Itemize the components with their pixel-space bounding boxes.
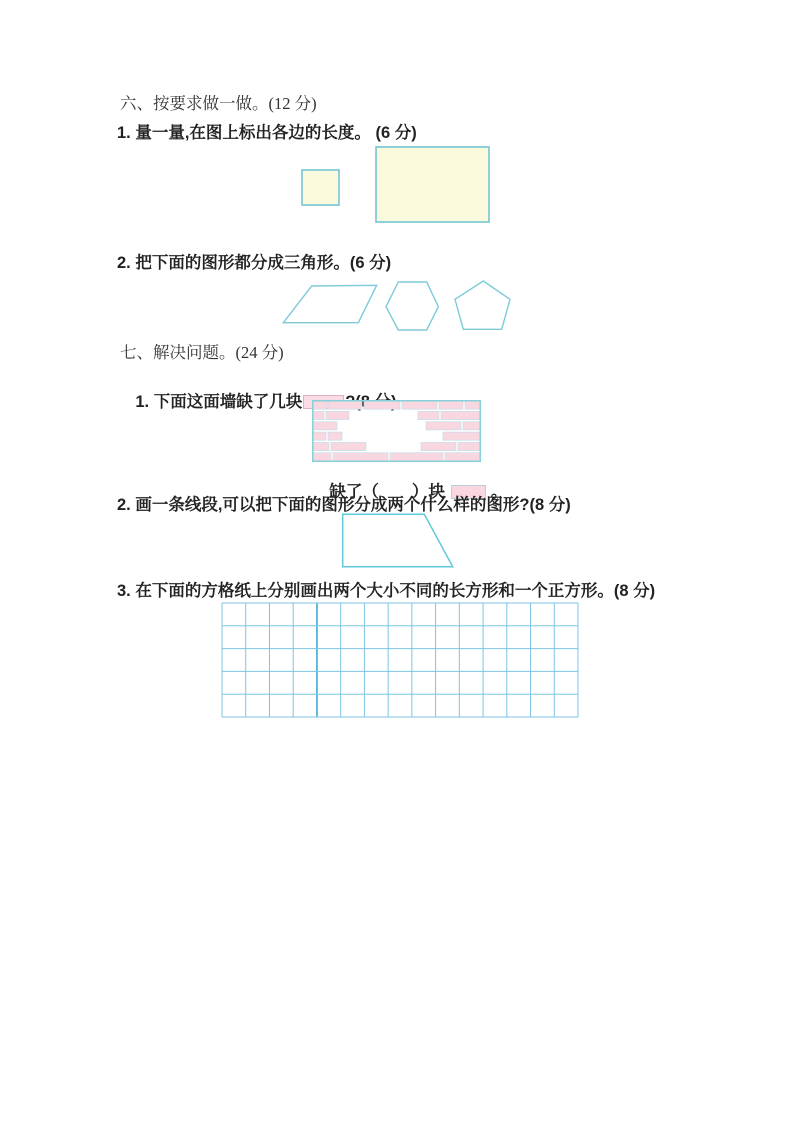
question-6-1: 1. 量一量,在图上标出各边的长度。 (6 分) <box>117 124 417 142</box>
wall-brick <box>326 411 349 419</box>
wall-brick <box>328 401 362 409</box>
wall-brick <box>333 453 388 461</box>
question-6-2: 2. 把下面的图形都分成三角形。(6 分) <box>117 254 392 272</box>
hexagon <box>386 282 438 330</box>
wall-brick <box>313 453 331 461</box>
wall-brick <box>390 453 443 461</box>
wall-brick <box>465 401 480 409</box>
parallelogram <box>283 285 376 322</box>
section-seven-header: 七、解决问题。(24 分) <box>120 343 284 362</box>
wall-brick <box>313 401 326 409</box>
wall-brick <box>458 442 480 450</box>
wall-brick <box>328 432 342 440</box>
question-7-2: 2. 画一条线段,可以把下面的图形分成两个什么样的图形?(8 分) <box>117 496 571 514</box>
wall-border <box>313 401 481 462</box>
wall-brick <box>313 442 329 450</box>
wall-brick <box>439 401 463 409</box>
wall-brick <box>463 422 480 430</box>
figure-grid-paper <box>222 603 578 717</box>
answer-blank-text: 缺了（ ）块 <box>329 483 445 501</box>
wall-brick <box>421 442 456 450</box>
figure-measure-rectangles <box>280 140 500 230</box>
section-six-header: 六、按要求做一做。(12 分) <box>120 94 317 113</box>
wall-brick <box>443 432 480 440</box>
wall-brick <box>445 453 480 461</box>
small-square <box>302 170 339 205</box>
question-7-3: 3. 在下面的方格纸上分别画出两个大小不同的长方形和一个正方形。(8 分) <box>117 582 656 600</box>
wall-brick <box>441 411 480 419</box>
wall-brick <box>313 432 326 440</box>
wall-brick <box>313 422 337 430</box>
wall-brick <box>426 422 461 430</box>
pentagon <box>455 281 510 329</box>
figure-divide-shapes <box>280 276 515 336</box>
large-rectangle <box>376 147 489 222</box>
wall-brick <box>331 442 366 450</box>
trapezoid-shape <box>343 514 453 566</box>
wall-brick <box>402 401 437 409</box>
figure-trapezoid <box>340 510 458 572</box>
figure-brick-wall <box>312 400 481 462</box>
wall-brick <box>364 401 400 409</box>
wall-brick <box>313 411 324 419</box>
answer-period: 。 <box>490 483 508 501</box>
question-7-1-prefix: 1. 下面这面墙缺了几块 <box>135 393 303 411</box>
wall-brick <box>418 411 439 419</box>
